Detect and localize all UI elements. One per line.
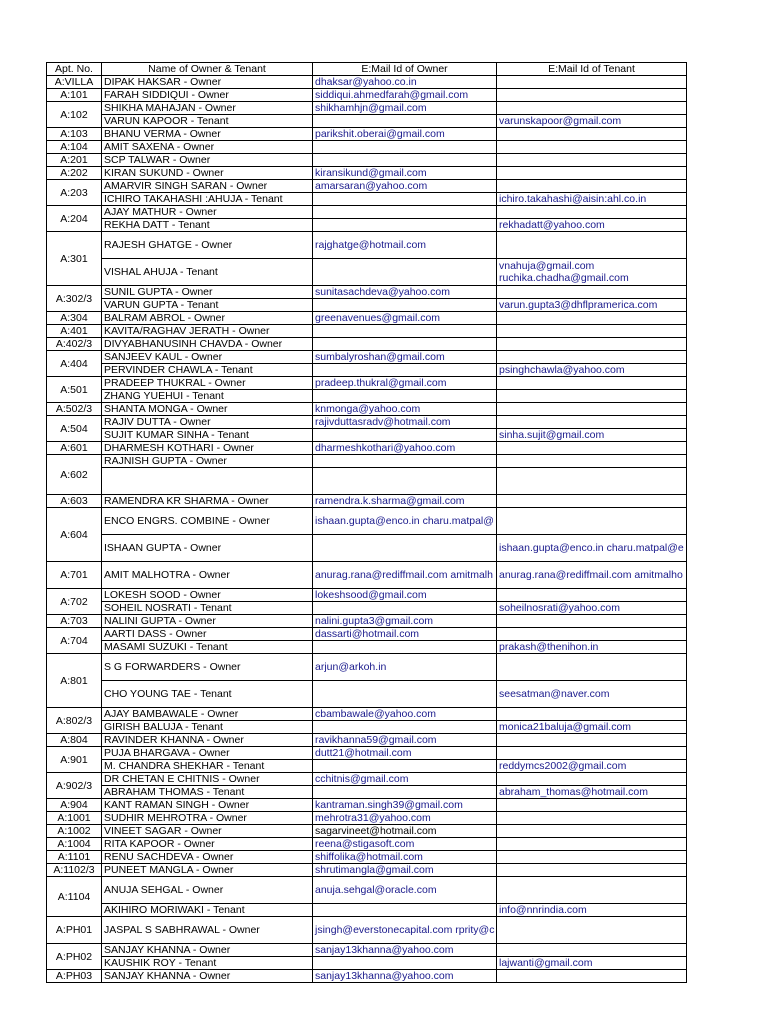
tenant-email[interactable] xyxy=(497,455,687,468)
resident-name: SCP TALWAR - Owner xyxy=(102,154,313,167)
table-row xyxy=(47,773,687,786)
owner-email[interactable] xyxy=(313,760,497,773)
tenant-email-line[interactable]: vnahuja@gmail.com xyxy=(499,260,595,272)
resident-name: DIPAK HAKSAR - Owner xyxy=(102,76,313,89)
owner-email[interactable]: greenavenues@gmail.com xyxy=(313,312,497,325)
resident-name: RAJIV DUTTA - Owner xyxy=(102,416,313,429)
owner-email[interactable]: cchitnis@gmail.com xyxy=(313,773,497,786)
table-row xyxy=(47,259,687,286)
table-row xyxy=(47,562,687,589)
tenant-email[interactable] xyxy=(497,232,687,259)
table-row xyxy=(47,734,687,747)
owner-email[interactable]: nalini.gupta3@gmail.com xyxy=(313,615,497,628)
table-row xyxy=(47,206,687,219)
resident-name: KAUSHIK ROY - Tenant xyxy=(102,957,313,970)
owner-email[interactable]: anurag.rana@rediffmail.com amitmalh xyxy=(313,562,497,589)
tenant-email[interactable] xyxy=(497,589,687,602)
resident-name: RENU SACHDEVA - Owner xyxy=(102,851,313,864)
owner-email[interactable] xyxy=(313,602,497,615)
tenant-email[interactable] xyxy=(497,799,687,812)
table-row xyxy=(47,917,687,944)
table-row xyxy=(47,442,687,455)
owner-email[interactable]: shikhamhjn@gmail.com xyxy=(313,102,497,115)
header-row xyxy=(47,63,687,76)
tenant-email[interactable] xyxy=(497,615,687,628)
resident-name: REKHA DATT - Tenant xyxy=(102,219,313,232)
owner-email[interactable] xyxy=(313,364,497,377)
resident-name: M. CHANDRA SHEKHAR - Tenant xyxy=(102,760,313,773)
apt-number: A:1002 xyxy=(47,825,102,838)
table-row xyxy=(47,708,687,721)
resident-name: PUJA BHARGAVA - Owner xyxy=(102,747,313,760)
tenant-email[interactable]: seesatman@naver.com xyxy=(497,681,687,708)
apt-number: A:104 xyxy=(47,141,102,154)
apt-number: A:703 xyxy=(47,615,102,628)
table-row xyxy=(47,877,687,904)
table-row xyxy=(47,654,687,681)
owner-email[interactable]: anuja.sehgal@oracle.com xyxy=(313,877,497,904)
resident-name: ABRAHAM THOMAS - Tenant xyxy=(102,786,313,799)
resident-name: SANJAY KHANNA - Owner xyxy=(102,970,313,983)
owner-email[interactable] xyxy=(313,154,497,167)
table-row xyxy=(47,167,687,180)
tenant-email[interactable] xyxy=(497,154,687,167)
tenant-email[interactable]: reddymcs2002@gmail.com xyxy=(497,760,687,773)
table-row xyxy=(47,115,687,128)
tenant-email[interactable] xyxy=(497,141,687,154)
resident-name: RAVINDER KHANNA - Owner xyxy=(102,734,313,747)
tenant-email[interactable] xyxy=(497,377,687,390)
table-row xyxy=(47,495,687,508)
tenant-email[interactable] xyxy=(497,970,687,983)
table-row xyxy=(47,615,687,628)
table-row xyxy=(47,602,687,615)
table-row xyxy=(47,812,687,825)
apt-number: A:203 xyxy=(47,180,102,206)
apt-number: A:802/3 xyxy=(47,708,102,734)
apt-number: A:103 xyxy=(47,128,102,141)
owner-email[interactable] xyxy=(313,299,497,312)
table-row xyxy=(47,429,687,442)
owner-email[interactable]: ravikhanna59@gmail.com xyxy=(313,734,497,747)
apt-number: A:302/3 xyxy=(47,286,102,312)
table-row xyxy=(47,681,687,708)
owner-email[interactable]: shrutimangla@gmail.com xyxy=(313,864,497,877)
tenant-email[interactable] xyxy=(497,259,687,286)
resident-name: DHARMESH KOTHARI - Owner xyxy=(102,442,313,455)
tenant-email[interactable]: varun.gupta3@dhflpramerica.com xyxy=(497,299,687,312)
table-body xyxy=(47,76,687,983)
tenant-email[interactable] xyxy=(497,864,687,877)
owner-email[interactable]: siddiqui.ahmedfarah@gmail.com xyxy=(313,89,497,102)
table-row xyxy=(47,102,687,115)
table-row xyxy=(47,312,687,325)
table-row xyxy=(47,508,687,535)
resident-name: DIVYABHANUSINH CHAVDA - Owner xyxy=(102,338,313,351)
table-row xyxy=(47,193,687,206)
apt-number: A:603 xyxy=(47,495,102,508)
tenant-email[interactable] xyxy=(497,773,687,786)
owner-email[interactable] xyxy=(313,721,497,734)
resident-name: RAJESH GHATGE - Owner xyxy=(102,232,313,259)
resident-name: RAJNISH GUPTA - Owner xyxy=(102,455,313,468)
apt-number: A:202 xyxy=(47,167,102,180)
tenant-email[interactable] xyxy=(497,89,687,102)
owner-email[interactable] xyxy=(313,429,497,442)
resident-name: KAVITA/RAGHAV JERATH - Owner xyxy=(102,325,313,338)
owner-email[interactable] xyxy=(313,786,497,799)
tenant-email[interactable] xyxy=(497,128,687,141)
owner-email[interactable]: lokeshsood@gmail.com xyxy=(313,589,497,602)
owner-email[interactable]: kantraman.singh39@gmail.com xyxy=(313,799,497,812)
apt-number: A:102 xyxy=(47,102,102,128)
tenant-email[interactable] xyxy=(497,734,687,747)
apt-number: A:101 xyxy=(47,89,102,102)
resident-name: VISHAL AHUJA - Tenant xyxy=(102,259,313,286)
tenant-email[interactable]: rekhadatt@yahoo.com xyxy=(497,219,687,232)
owner-email[interactable] xyxy=(313,390,497,403)
resident-name: KIRAN SUKUND - Owner xyxy=(102,167,313,180)
resident-name: JASPAL S SABHRAWAL - Owner xyxy=(102,917,313,944)
table-row xyxy=(47,325,687,338)
apt-number: A:PH01 xyxy=(47,917,102,944)
tenant-email[interactable] xyxy=(497,825,687,838)
tenant-email[interactable] xyxy=(497,351,687,364)
owner-email[interactable]: reena@stigasoft.com xyxy=(313,838,497,851)
owner-email[interactable]: dhaksar@yahoo.co.in xyxy=(313,76,497,89)
apt-number: A:501 xyxy=(47,377,102,403)
owner-email[interactable]: mehrotra31@yahoo.com xyxy=(313,812,497,825)
tenant-email-line[interactable]: ruchika.chadha@gmail.com xyxy=(499,272,629,284)
apt-number: A:902/3 xyxy=(47,773,102,799)
apt-number: A:1102/3 xyxy=(47,864,102,877)
table-row xyxy=(47,76,687,89)
owner-email[interactable]: ramendra.k.sharma@gmail.com xyxy=(313,495,497,508)
resident-name: NALINI GUPTA - Owner xyxy=(102,615,313,628)
owner-email[interactable] xyxy=(313,206,497,219)
owner-email[interactable]: pradeep.thukral@gmail.com xyxy=(313,377,497,390)
owner-email[interactable]: dharmeshkothari@yahoo.com xyxy=(313,442,497,455)
resident-name: RAMENDRA KR SHARMA - Owner xyxy=(102,495,313,508)
apt-number: A:801 xyxy=(47,654,102,708)
table-row xyxy=(47,364,687,377)
table-row xyxy=(47,455,687,468)
tenant-email[interactable] xyxy=(497,508,687,535)
owner-email[interactable] xyxy=(313,904,497,917)
resident-name: AMARVIR SINGH SARAN - Owner xyxy=(102,180,313,193)
apt-number: A:204 xyxy=(47,206,102,232)
owner-email[interactable] xyxy=(313,219,497,232)
owner-email[interactable] xyxy=(313,957,497,970)
apt-number: A:402/3 xyxy=(47,338,102,351)
table-row xyxy=(47,403,687,416)
resident-name: AJAY MATHUR - Owner xyxy=(102,206,313,219)
table-row xyxy=(47,786,687,799)
resident-name: AJAY BAMBAWALE - Owner xyxy=(102,708,313,721)
apt-number: A:504 xyxy=(47,416,102,442)
tenant-email[interactable] xyxy=(497,76,687,89)
apt-number: A:904 xyxy=(47,799,102,812)
owner-email[interactable] xyxy=(313,641,497,654)
table-row xyxy=(47,89,687,102)
resident-name xyxy=(102,468,313,495)
apt-number: A:604 xyxy=(47,508,102,562)
owner-email[interactable] xyxy=(313,681,497,708)
resident-name: SUJIT KUMAR SINHA - Tenant xyxy=(102,429,313,442)
resident-name: SUNIL GUPTA - Owner xyxy=(102,286,313,299)
resident-name: VARUN GUPTA - Tenant xyxy=(102,299,313,312)
owner-email[interactable] xyxy=(313,141,497,154)
resident-name: KANT RAMAN SINGH - Owner xyxy=(102,799,313,812)
apt-number: A:201 xyxy=(47,154,102,167)
residents-table xyxy=(46,62,687,983)
header-name: Name of Owner & Tenant xyxy=(102,63,313,76)
table-row xyxy=(47,904,687,917)
resident-name: SANJAY KHANNA - Owner xyxy=(102,944,313,957)
table-row xyxy=(47,535,687,562)
table-row xyxy=(47,468,687,495)
resident-name: BALRAM ABROL - Owner xyxy=(102,312,313,325)
owner-email[interactable] xyxy=(313,115,497,128)
table-row xyxy=(47,851,687,864)
apt-number: A:301 xyxy=(47,232,102,286)
owner-email[interactable]: cbambawale@yahoo.com xyxy=(313,708,497,721)
resident-name: ZHANG YUEHUI - Tenant xyxy=(102,390,313,403)
apt-number: A:602 xyxy=(47,455,102,495)
table-row xyxy=(47,351,687,364)
resident-name: ENCO ENGRS. COMBINE - Owner xyxy=(102,508,313,535)
tenant-email[interactable]: ishaan.gupta@enco.in charu.matpal@e xyxy=(497,535,687,562)
tenant-email[interactable] xyxy=(497,628,687,641)
table-row xyxy=(47,338,687,351)
tenant-email[interactable]: lajwanti@gmail.com xyxy=(497,957,687,970)
owner-email[interactable]: jsingh@everstonecapital.com rprity@c xyxy=(313,917,497,944)
resident-name: AMIT MALHOTRA - Owner xyxy=(102,562,313,589)
apt-number: A:804 xyxy=(47,734,102,747)
owner-email[interactable]: rajghatge@hotmail.com xyxy=(313,232,497,259)
table-row xyxy=(47,721,687,734)
resident-name: CHO YOUNG TAE - Tenant xyxy=(102,681,313,708)
owner-email[interactable]: sanjay13khanna@yahoo.com xyxy=(313,970,497,983)
owner-email[interactable]: sanjay13khanna@yahoo.com xyxy=(313,944,497,957)
owner-email[interactable] xyxy=(313,259,497,286)
tenant-email[interactable]: abraham_thomas@hotmail.com xyxy=(497,786,687,799)
tenant-email[interactable]: ichiro.takahashi@aisin:ahl.co.in xyxy=(497,193,687,206)
tenant-email[interactable]: soheilnosrati@yahoo.com xyxy=(497,602,687,615)
resident-name: SHANTA MONGA - Owner xyxy=(102,403,313,416)
tenant-email[interactable]: varunskapoor@gmail.com xyxy=(497,115,687,128)
apt-number: A:304 xyxy=(47,312,102,325)
resident-name: SHIKHA MAHAJAN - Owner xyxy=(102,102,313,115)
table-row xyxy=(47,760,687,773)
apt-number: A:1004 xyxy=(47,838,102,851)
tenant-email[interactable] xyxy=(497,838,687,851)
tenant-email[interactable] xyxy=(497,390,687,403)
resident-name: SANJEEV KAUL - Owner xyxy=(102,351,313,364)
owner-email[interactable]: arjun@arkoh.in xyxy=(313,654,497,681)
resident-name: ANUJA SEHGAL - Owner xyxy=(102,877,313,904)
tenant-email[interactable] xyxy=(497,206,687,219)
table-row xyxy=(47,180,687,193)
owner-email[interactable]: kiransikund@gmail.com xyxy=(313,167,497,180)
resident-name: VINEET SAGAR - Owner xyxy=(102,825,313,838)
table-row xyxy=(47,377,687,390)
owner-email[interactable] xyxy=(313,468,497,495)
tenant-email[interactable] xyxy=(497,180,687,193)
table-row xyxy=(47,299,687,312)
tenant-email[interactable] xyxy=(497,812,687,825)
tenant-email[interactable]: prakash@thenihon.in xyxy=(497,641,687,654)
resident-name: PERVINDER CHAWLA - Tenant xyxy=(102,364,313,377)
resident-name: AARTI DASS - Owner xyxy=(102,628,313,641)
resident-name: DR CHETAN E CHITNIS - Owner xyxy=(102,773,313,786)
tenant-email[interactable] xyxy=(497,312,687,325)
owner-email[interactable] xyxy=(313,338,497,351)
tenant-email[interactable] xyxy=(497,495,687,508)
table-row xyxy=(47,864,687,877)
table-row xyxy=(47,416,687,429)
tenant-email[interactable] xyxy=(497,286,687,299)
resident-name: MASAMI SUZUKI - Tenant xyxy=(102,641,313,654)
tenant-email[interactable] xyxy=(497,468,687,495)
owner-email[interactable]: sunitasachdeva@yahoo.com xyxy=(313,286,497,299)
resident-name: S G FORWARDERS - Owner xyxy=(102,654,313,681)
table-row xyxy=(47,641,687,654)
apt-number: A:404 xyxy=(47,351,102,377)
tenant-email[interactable]: psinghchawla@yahoo.com xyxy=(497,364,687,377)
table-row xyxy=(47,219,687,232)
table-row xyxy=(47,286,687,299)
tenant-email[interactable] xyxy=(497,654,687,681)
tenant-email[interactable] xyxy=(497,851,687,864)
apt-number: A:704 xyxy=(47,628,102,654)
header-tenant-email: E:Mail Id of Tenant xyxy=(497,63,687,76)
apt-number: A:VILLA xyxy=(47,76,102,89)
tenant-email[interactable]: monica21baluja@gmail.com xyxy=(497,721,687,734)
tenant-email[interactable] xyxy=(497,102,687,115)
resident-name: AKIHIRO MORIWAKI - Tenant xyxy=(102,904,313,917)
resident-name: PRADEEP THUKRAL - Owner xyxy=(102,377,313,390)
resident-name: RITA KAPOOR - Owner xyxy=(102,838,313,851)
tenant-email[interactable] xyxy=(497,338,687,351)
owner-email[interactable]: dutt21@hotmail.com xyxy=(313,747,497,760)
table-row xyxy=(47,589,687,602)
apt-number: A:PH03 xyxy=(47,970,102,983)
resident-name: PUNEET MANGLA - Owner xyxy=(102,864,313,877)
owner-email[interactable]: rajivduttasradv@hotmail.com xyxy=(313,416,497,429)
apt-number: A:PH02 xyxy=(47,944,102,970)
tenant-email[interactable]: sinha.sujit@gmail.com xyxy=(497,429,687,442)
apt-number: A:901 xyxy=(47,747,102,773)
resident-name: FARAH SIDDIQUI - Owner xyxy=(102,89,313,102)
header-owner-email: E:Mail Id of Owner xyxy=(313,63,497,76)
resident-name: VARUN KAPOOR - Tenant xyxy=(102,115,313,128)
table-row xyxy=(47,628,687,641)
resident-name: ISHAAN GUPTA - Owner xyxy=(102,535,313,562)
apt-number: A:701 xyxy=(47,562,102,589)
owner-email[interactable] xyxy=(313,535,497,562)
owner-email[interactable] xyxy=(313,455,497,468)
table-row xyxy=(47,825,687,838)
owner-email[interactable]: knmonga@yahoo.com xyxy=(313,403,497,416)
table-row xyxy=(47,799,687,812)
owner-email[interactable]: shiffolika@hotmail.com xyxy=(313,851,497,864)
resident-name: AMIT SAXENA - Owner xyxy=(102,141,313,154)
table-row xyxy=(47,957,687,970)
table-row xyxy=(47,944,687,957)
tenant-email[interactable] xyxy=(497,403,687,416)
owner-email[interactable]: sumbalyroshan@gmail.com xyxy=(313,351,497,364)
apt-number: A:401 xyxy=(47,325,102,338)
tenant-email[interactable] xyxy=(497,442,687,455)
owner-email[interactable]: ishaan.gupta@enco.in charu.matpal@ xyxy=(313,508,497,535)
tenant-email[interactable]: anurag.rana@rediffmail.com amitmalho xyxy=(497,562,687,589)
table-row xyxy=(47,154,687,167)
tenant-email[interactable] xyxy=(497,167,687,180)
apt-number: A:1101 xyxy=(47,851,102,864)
apt-number: A:702 xyxy=(47,589,102,615)
tenant-email[interactable] xyxy=(497,944,687,957)
owner-email[interactable]: sagarvineet@hotmail.com xyxy=(313,825,497,838)
owner-email[interactable] xyxy=(313,325,497,338)
resident-name: ICHIRO TAKAHASHI :AHUJA - Tenant xyxy=(102,193,313,206)
tenant-email[interactable] xyxy=(497,917,687,944)
owner-email[interactable]: parikshit.oberai@gmail.com xyxy=(313,128,497,141)
apt-number: A:502/3 xyxy=(47,403,102,416)
table-row xyxy=(47,390,687,403)
resident-name: SUDHIR MEHROTRA - Owner xyxy=(102,812,313,825)
tenant-email[interactable]: info@nnrindia.com xyxy=(497,904,687,917)
tenant-email[interactable] xyxy=(497,877,687,904)
tenant-email[interactable] xyxy=(497,325,687,338)
tenant-email[interactable] xyxy=(497,708,687,721)
resident-name: GIRISH BALUJA - Tenant xyxy=(102,721,313,734)
resident-name: LOKESH SOOD - Owner xyxy=(102,589,313,602)
resident-name: BHANU VERMA - Owner xyxy=(102,128,313,141)
resident-name: SOHEIL NOSRATI - Tenant xyxy=(102,602,313,615)
table-row xyxy=(47,747,687,760)
owner-email[interactable]: dassarti@hotmail.com xyxy=(313,628,497,641)
header-apt: Apt. No. xyxy=(47,63,102,76)
table-row xyxy=(47,128,687,141)
table-row xyxy=(47,838,687,851)
apt-number: A:1104 xyxy=(47,877,102,917)
apt-number: A:1001 xyxy=(47,812,102,825)
owner-email[interactable] xyxy=(313,193,497,206)
table-row xyxy=(47,141,687,154)
table-row xyxy=(47,232,687,259)
tenant-email[interactable] xyxy=(497,416,687,429)
apt-number: A:601 xyxy=(47,442,102,455)
tenant-email[interactable] xyxy=(497,747,687,760)
owner-email[interactable]: amarsaran@yahoo.com xyxy=(313,180,497,193)
table-row xyxy=(47,970,687,983)
